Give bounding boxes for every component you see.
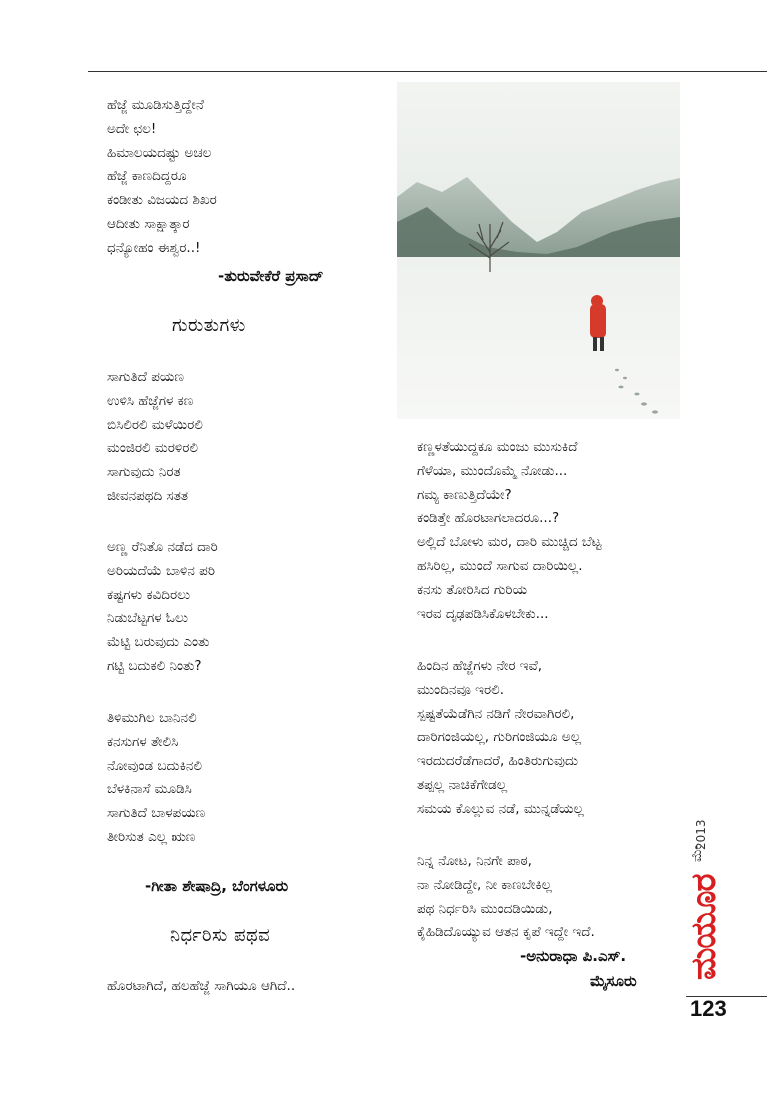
poem-line: ಸ್ಪಷ್ಟತೆಯೆಡೆಗಿನ ನಡಿಗೆ ನೇರವಾಗಿರಲಿ, xyxy=(417,705,575,722)
poem3-author: -ಅನುರಾಧಾ ಪಿ.ಎಸ್. xyxy=(520,947,627,965)
magazine-logo: ಮಯೂರ xyxy=(684,874,724,980)
poem-line: ಕೈಹಿಡಿದೊಯ್ಯುವ ಆತನ ಕೃಪೆ ಇದ್ದೇ ಇದೆ. xyxy=(417,924,595,941)
poem-line: ಹೆಜ್ಜೆ ಕಾಣದಿದ್ದರೂ xyxy=(107,168,187,185)
poem-line: ನೋವುಂಡ ಬದುಕಿನಲಿ xyxy=(107,757,202,774)
poem2-title: ಗುರುತುಗಳು xyxy=(172,315,246,336)
issue-year: 2013 xyxy=(694,819,708,850)
poem-line: ಧನ್ಯೋಹಂ ಈಶ್ವರ..! xyxy=(107,239,201,256)
poem-line: ಗಮ್ಯ ಕಾಣುತ್ತಿದೆಯೇ? xyxy=(417,486,512,503)
page-number: 123 xyxy=(690,996,727,1021)
poem-line: ಕಂಡೀತು ವಿಜಯದ ಶಿಖರ xyxy=(107,192,217,209)
poem-line: ಆದೀತು ಸಾಕ್ಷಾತ್ಕಾರ xyxy=(107,215,190,232)
poem3-title: ನಿರ್ಧರಿಸು ಪಥವ xyxy=(170,925,271,946)
poem-line: ನಿಡುಬೆಟ್ಟಗಳ ಓಲು xyxy=(107,610,188,627)
poem-line: ಬಿಸಿಲಿರಲಿ ಮಳೆಯಿರಲಿ xyxy=(107,416,203,433)
issue-month: ಮೇ xyxy=(690,845,705,862)
poem2-stanza-1 xyxy=(107,366,203,509)
poem-line: ಸಾಗುತಿದೆ ಬಾಳಪಯಣ xyxy=(107,805,206,822)
poem-line: ಬೆಳಕಿನಾಸೆ ಮೂಡಿಸಿ xyxy=(107,781,192,798)
poem-line: ಹಿಮಾಲಯದಷ್ಟು ಅಚಲ xyxy=(107,144,212,161)
poem-line: ಜೀವನಪಥದಿ ಸತತ xyxy=(107,487,188,504)
poem-line: ಕನಸುಗಳ ತೇಲಿಸಿ xyxy=(107,733,179,750)
poem-line: ಕನಸು ತೋರಿಸಿದ ಗುರಿಯ xyxy=(417,581,528,598)
poem1-lines xyxy=(107,94,217,261)
poem-line: ನಿನ್ನ ನೋಟ, ನಿನಗೇ ಪಾಠ, xyxy=(417,853,532,869)
poem-line: ಮಂಜಿರಲಿ ಮರಳಿರಲಿ xyxy=(107,440,199,457)
poem-line: ಮೆಟ್ಟಿ ಬರುವುದು ಎಂತು xyxy=(107,634,210,651)
poem-line: ಅಣ್ಣ ರೆನಿತೊ ನಡೆದ ದಾರಿ xyxy=(107,539,218,555)
poem-line: ಗೆಳೆಯಾ, ಮುಂದೊಮ್ಮೆ ನೋಡು... xyxy=(417,462,568,479)
poem-line: ಹೆಜ್ಜೆ ಮೂಡಿಸುತ್ತಿದ್ದೇನೆ xyxy=(107,97,204,113)
poem-line: ತಿಳಿಮುಗಿಲ ಬಾನಿನಲಿ xyxy=(107,710,197,726)
poem-line: ಕಷ್ಟಗಳು ಕವಿದಿರಲು xyxy=(107,586,191,603)
poem-line: ದಾರಿಗಂಜಿಯಲ್ಲ, ಗುರಿಗಂಜಿಯೂ ಅಲ್ಲ xyxy=(417,729,582,746)
snow-landscape-photo xyxy=(397,82,680,419)
poem-line: ಕಂಡಿತ್ತೇ ಹೊರಟಾಗಲಾದರೂ...? xyxy=(417,510,560,527)
poem-line: ತೀರಿಸುತ ಎಲ್ಲ ಋಣ xyxy=(107,828,196,845)
poem-line: ಅಲ್ಲಿದೆ ಬೋಳು ಮರ, ದಾರಿ ಮುಚ್ಚಿದ ಬೆಟ್ಟ xyxy=(417,534,602,551)
poem1-author: -ತುರುವೇಕೆರೆ ಪ್ರಸಾದ್ xyxy=(218,267,324,285)
poem-line: ಉಳಿಸಿ ಹೆಜ್ಜೆಗಳ ಕಣ xyxy=(107,392,194,409)
poem2-stanza-2 xyxy=(107,536,218,679)
poem-line: ಗಟ್ಟಿ ಬದುಕಲಿ ನಿಂತು? xyxy=(107,657,202,674)
poem-line: ಅದೇ ಛಲ! xyxy=(107,120,157,137)
poem2-stanza-3 xyxy=(107,707,205,850)
poem-line: ಪಥ ನಿರ್ಧರಿಸಿ ಮುಂದಡಿಯಿಡು, xyxy=(417,900,553,917)
poem3-first-line: ಹೊರಟಾಗಿದೆ, ಹಲಹೆಜ್ಜೆ ಸಾಗಿಯೂ ಆಗಿದೆ.. xyxy=(107,978,296,994)
poem-line: ಸಾಗುತಿದೆ ಪಯಣ xyxy=(107,369,184,385)
poem3-place: ಮೈಸೂರು xyxy=(590,972,637,990)
poem-line: ಅರಿಯದೆಯೆ ಬಾಳಿನ ಪರಿ xyxy=(107,562,215,579)
poem-line: ತಪ್ಪಲ್ಲ ನಾಚಿಕೆಗೇಡಲ್ಲ xyxy=(417,776,508,793)
poem3-stanza-1 xyxy=(417,436,601,626)
poem-line: ಮುಂದಿನವೂ ಇರಲಿ. xyxy=(417,681,504,698)
poem-line: ಇರವ ದೃಢಪಡಿಸಿಕೊಳಬೇಕು... xyxy=(417,605,549,622)
poem3-stanza-2 xyxy=(417,655,584,822)
poem3-stanza-3 xyxy=(417,850,595,945)
poem-line: ಇರದುದರೆಡೆಗಾದರೆ, ಹಿಂತಿರುಗುವುದು xyxy=(417,753,578,770)
poem2-author: -ಗೀತಾ ಶೇಷಾದ್ರಿ, ಬೆಂಗಳೂರು xyxy=(145,877,289,895)
poem-line: ನಾ ನೋಡಿದ್ದೇ, ನೀ ಕಾಣಬೇಕಿಲ್ಲ xyxy=(417,876,552,893)
poem-line: ಸಮಯ ಕೊಲ್ಲುವ ನಡೆ, ಮುನ್ನಡೆಯಲ್ಲ xyxy=(417,800,584,817)
poem-line: ಸಾಗುವುದು ನಿರತ xyxy=(107,464,181,481)
poem-line: ಕಣ್ಣಳತೆಯುದ್ದಕೂ ಮಂಜು ಮುಸುಕಿದೆ xyxy=(417,439,578,455)
poem-line: ಹಸಿರಿಲ್ಲ, ಮುಂದೆ ಸಾಗುವ ದಾರಿಯಿಲ್ಲ. xyxy=(417,557,583,574)
top-rule xyxy=(88,71,767,72)
poem-line: ಹಿಂದಿನ ಹೆಜ್ಜೆಗಳು ನೇರ ಇವೆ, xyxy=(417,658,543,674)
